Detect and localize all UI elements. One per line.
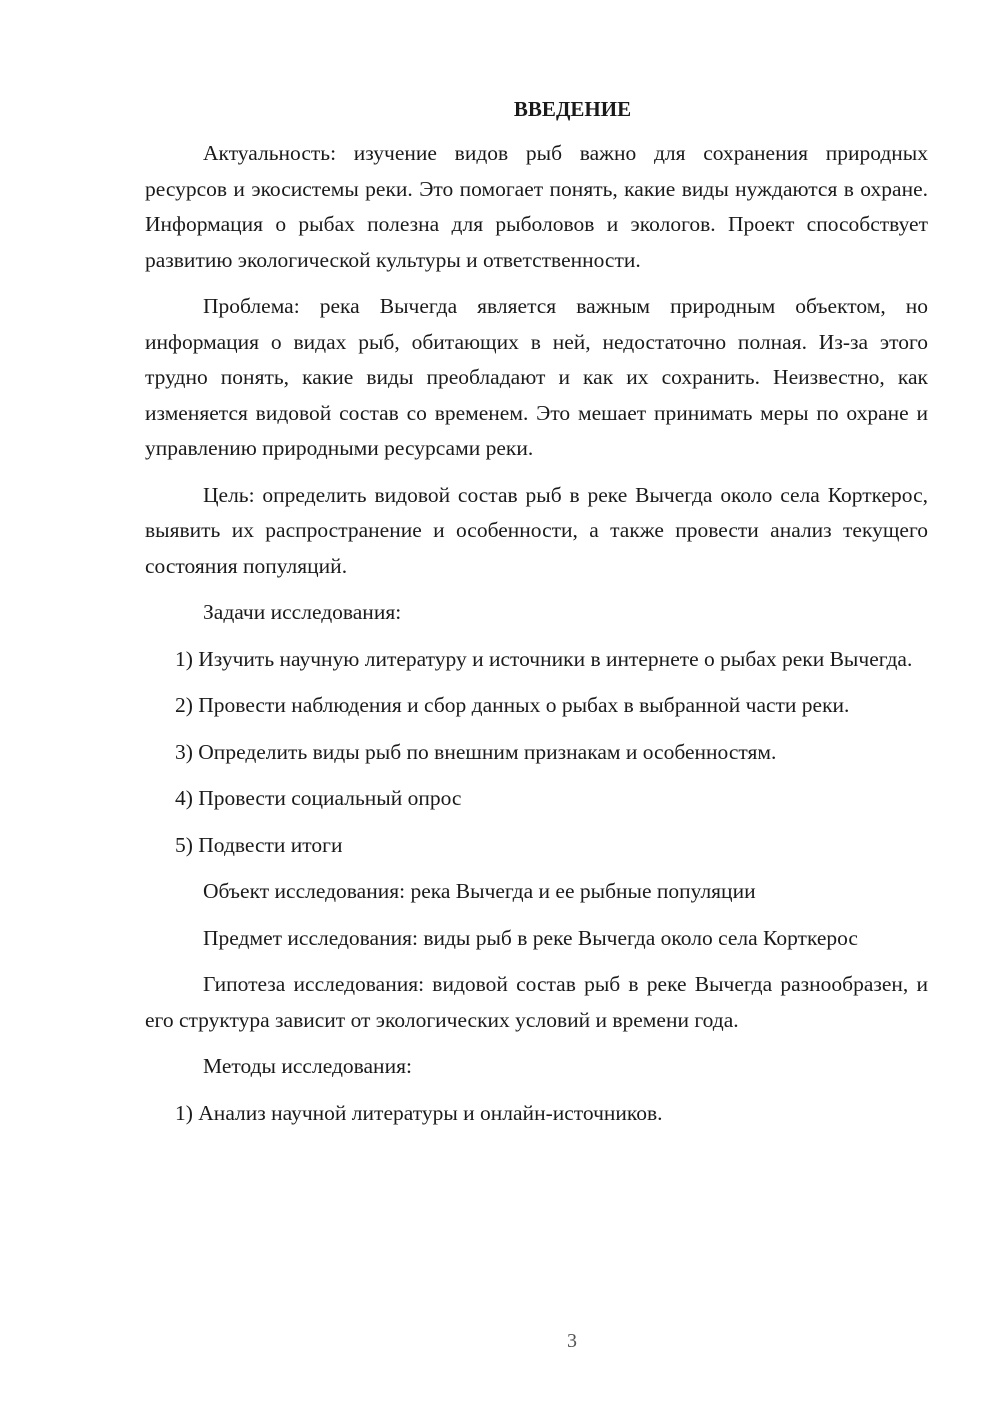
task-item: 1) Изучить научную литературу и источники в интернете о рыбах реки Вычегда.	[175, 646, 913, 671]
methods-label: Методы исследования:	[203, 1054, 412, 1078]
goal-paragraph: Цель: определить видовой состав рыб в реке Вычегда около села Корткерос, выявить их распространение и особенности, а также провести анализ текущего состояния популяций.	[145, 482, 928, 578]
task-item: 4) Провести социальный опрос	[175, 786, 462, 810]
task-item: 3) Определить виды рыб по внешним признакам и особенностям.	[175, 739, 777, 764]
problem-paragraph: Проблема: река Вычегда является важным природным объектом, но информация о видах рыб, обитающих в ней, недостаточно полная. Из-за этого трудно понять, какие виды преобладают и как их сохранить. Неизвестно, как изменяется видовой состав со временем. Это мешает принимать меры по охране и управлению природными ресурсами реки.	[145, 294, 928, 460]
object-paragraph: Объект исследования: река Вычегда и ее рыбные популяции	[203, 879, 756, 903]
hypothesis-paragraph: Гипотеза исследования: видовой состав рыб в реке Вычегда разнообразен, и его структура зависит от экологических условий и времени года.	[145, 972, 928, 1032]
task-item: 5) Подвести итоги	[175, 832, 343, 857]
document-page	[145, 92, 928, 1142]
page-number: 3	[567, 1330, 577, 1352]
task-item: 2) Провести наблюдения и сбор данных о рыбах в выбранной части реки.	[175, 693, 850, 717]
method-item: 1) Анализ научной литературы и онлайн-источников.	[175, 1100, 663, 1125]
tasks-label: Задачи исследования:	[203, 600, 402, 624]
page-title: ВВЕДЕНИЕ	[513, 97, 632, 121]
relevance-paragraph: Актуальность: изучение видов рыб важно для сохранения природных ресурсов и экосистемы реки. Это помогает понять, какие виды нуждаются в охране. Информация о рыбах полезна для рыболовов и экологов. Проект способствует развитию экологической культуры и ответственности.	[145, 141, 928, 272]
subject-paragraph: Предмет исследования: виды рыб в реке Вычегда около села Корткерос	[203, 925, 858, 950]
